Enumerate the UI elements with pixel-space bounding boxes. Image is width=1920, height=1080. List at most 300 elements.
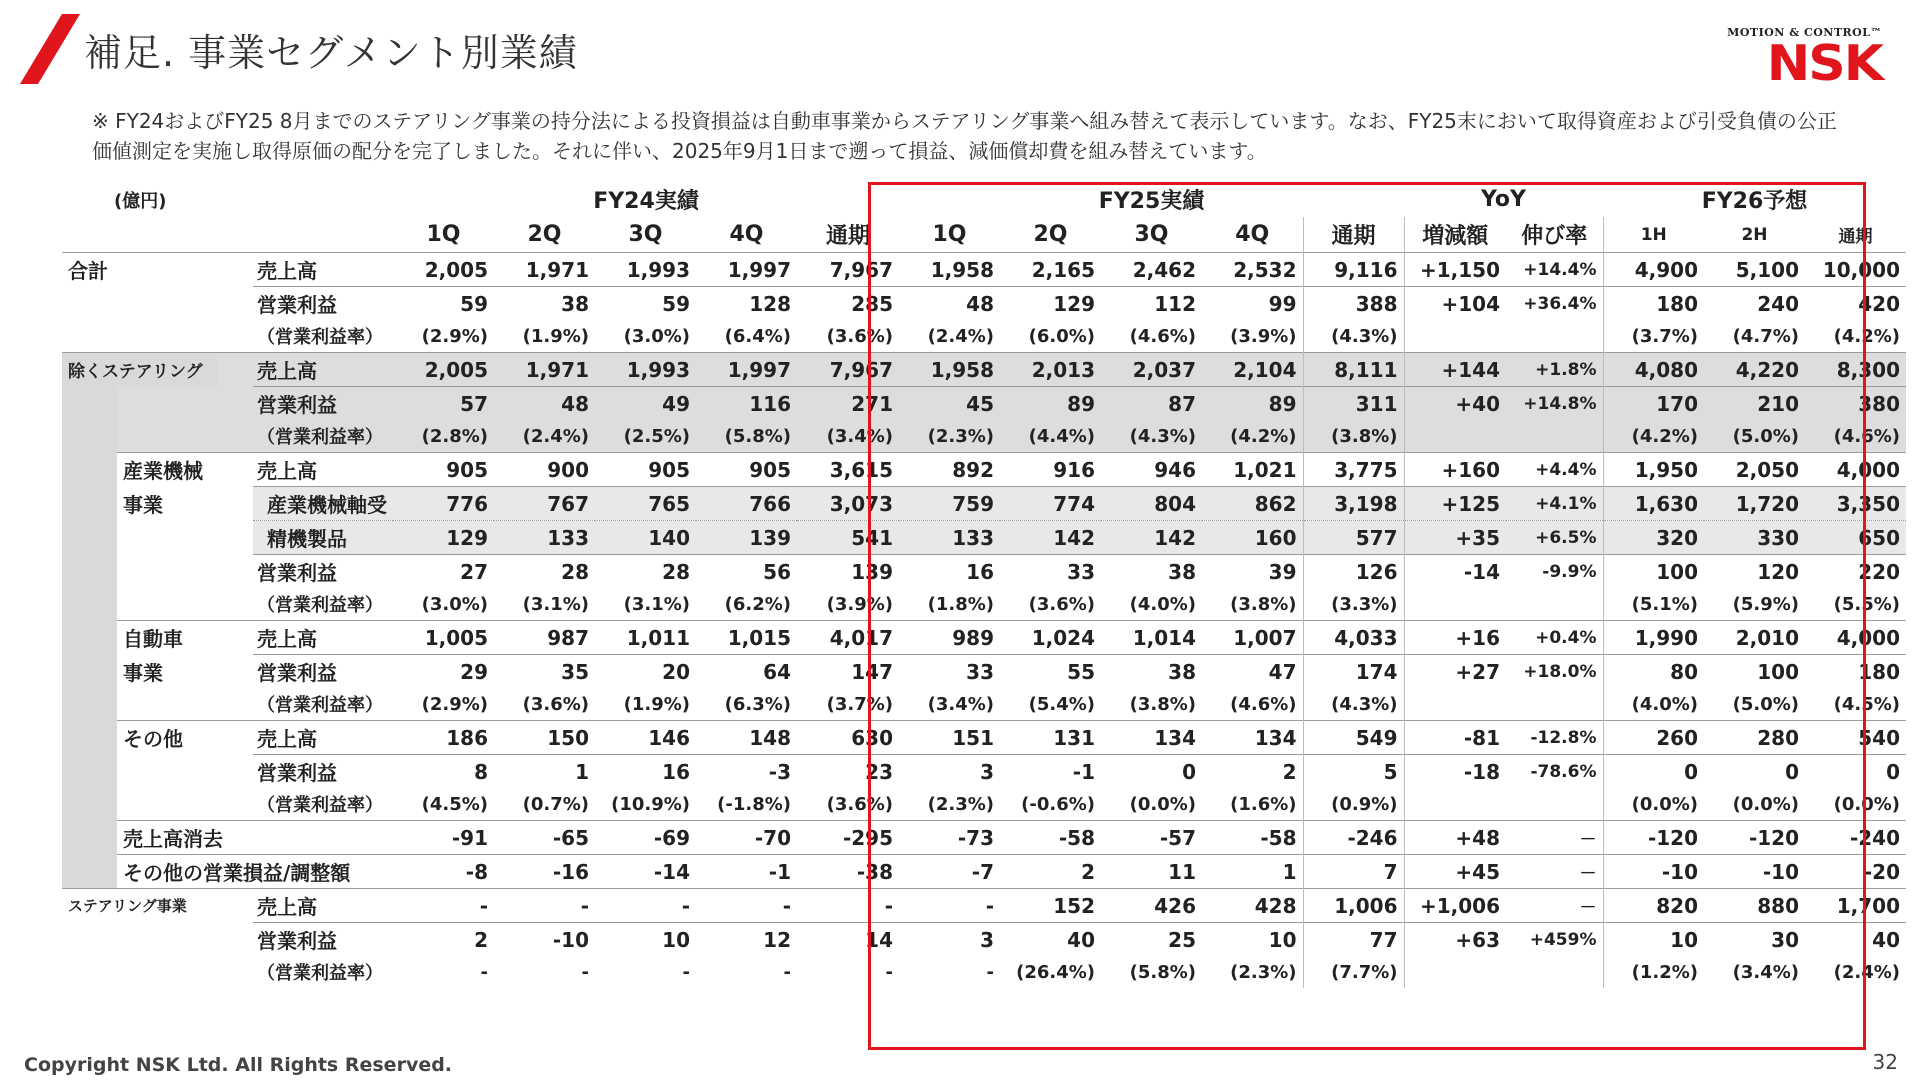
value-cell: 549 — [1303, 721, 1404, 755]
value-cell: 987 — [494, 621, 595, 655]
column-header-row — [62, 217, 1906, 253]
value-cell: (2.3%) — [1230, 961, 1297, 983]
copyright: Copyright NSK Ltd. All Rights Reserved. — [24, 1054, 453, 1076]
value-cell — [1506, 788, 1603, 821]
row-auto_sales — [62, 621, 1906, 655]
value-cell: (3.7%) — [826, 693, 893, 715]
value-cell: (2.9%) — [421, 325, 488, 347]
value-cell: (4.6%) — [1230, 693, 1297, 715]
value-cell: (3.8%) — [1230, 593, 1297, 615]
value-cell: 8 — [393, 755, 494, 789]
value-cell: 765 — [595, 487, 696, 521]
value-cell: 766 — [696, 487, 797, 521]
value-cell: (4.2%) — [1603, 420, 1704, 453]
value-cell: 180 — [1603, 287, 1704, 321]
value-cell: 1,015 — [696, 621, 797, 655]
value-cell: (4.7%) — [1732, 325, 1799, 347]
value-cell: 0 — [1805, 755, 1906, 789]
value-cell: -10 — [1704, 855, 1805, 889]
value-cell: 1,993 — [595, 253, 696, 287]
value-cell: 3,073 — [797, 487, 899, 521]
value-cell: 150 — [494, 721, 595, 755]
value-cell: (6.3%) — [724, 693, 791, 715]
value-cell: -78.6% — [1506, 755, 1603, 789]
value-cell: -295 — [797, 821, 899, 855]
value-cell: -69 — [595, 821, 696, 855]
value-cell — [1506, 956, 1603, 988]
value-cell — [1404, 956, 1506, 988]
value-cell: - — [696, 889, 797, 923]
value-cell: 1 — [494, 755, 595, 789]
value-cell: 10,000 — [1805, 253, 1906, 287]
value-cell: 388 — [1303, 287, 1404, 321]
group-fy26: FY26予想 — [1701, 189, 1808, 214]
value-cell — [1506, 420, 1603, 453]
value-cell: (0.7%) — [522, 793, 589, 815]
value-cell: (7.7%) — [1303, 956, 1404, 988]
value-cell: 139 — [696, 521, 797, 555]
value-cell: 1,021 — [1202, 453, 1303, 487]
value-cell — [1404, 788, 1506, 821]
value-cell: -240 — [1805, 821, 1906, 855]
value-cell: 2,050 — [1704, 453, 1805, 487]
row-ind_margin — [62, 588, 1906, 621]
value-cell: 7,967 — [797, 353, 899, 387]
value-cell: 0 — [1101, 755, 1202, 789]
value-cell: 280 — [1704, 721, 1805, 755]
value-cell: 89 — [1202, 387, 1303, 421]
value-cell: 1,024 — [1000, 621, 1101, 655]
group-fy25: FY25実績 — [1098, 189, 1205, 214]
value-cell: 59 — [393, 287, 494, 321]
value-cell: - — [885, 961, 893, 983]
value-cell: 8,111 — [1303, 353, 1404, 387]
value-cell: - — [393, 889, 494, 923]
value-cell: 142 — [1101, 521, 1202, 555]
value-cell: 100 — [1704, 655, 1805, 689]
value-cell: (1.9%) — [623, 693, 690, 715]
sub-segment-label: 事業 — [123, 660, 163, 685]
value-cell: 946 — [1101, 453, 1202, 487]
value-cell: 1,720 — [1704, 487, 1805, 521]
value-cell: 330 — [1704, 521, 1805, 555]
value-cell: 2,037 — [1101, 353, 1202, 387]
value-cell: 33 — [899, 655, 1000, 689]
value-cell: -120 — [1603, 821, 1704, 855]
value-cell: -10 — [1603, 855, 1704, 889]
value-cell: 99 — [1202, 287, 1303, 321]
value-cell: (0.0%) — [1129, 793, 1196, 815]
value-cell: (2.4%) — [494, 420, 595, 453]
value-cell: 16 — [899, 555, 1000, 589]
value-cell: 128 — [696, 287, 797, 321]
value-cell: (5.5%) — [1833, 593, 1900, 615]
value-cell: 2,005 — [393, 353, 494, 387]
value-cell: 48 — [494, 387, 595, 421]
value-cell — [1404, 688, 1506, 721]
value-cell: +1.8% — [1506, 353, 1603, 387]
value-cell — [1506, 688, 1603, 721]
unit-label: (億円) — [114, 190, 167, 212]
value-cell: +48 — [1404, 821, 1506, 855]
value-cell: (3.4%) — [1732, 961, 1799, 983]
value-cell: 129 — [393, 521, 494, 555]
value-cell: 116 — [696, 387, 797, 421]
line-label: （営業利益率） — [253, 420, 393, 453]
value-cell — [1404, 320, 1506, 353]
value-cell: 27 — [393, 555, 494, 589]
value-cell: (4.2%) — [1202, 420, 1303, 453]
value-cell: -7 — [899, 855, 1000, 889]
row-st_margin — [62, 956, 1906, 988]
value-cell: (2.3%) — [927, 793, 994, 815]
value-cell: 1,971 — [494, 353, 595, 387]
value-cell: 2,013 — [1000, 353, 1101, 387]
value-cell: - — [595, 889, 696, 923]
row-oth_margin — [62, 788, 1906, 821]
value-cell: -58 — [1000, 821, 1101, 855]
value-cell: 0 — [1603, 755, 1704, 789]
page-number: 32 — [1872, 1050, 1898, 1074]
value-cell: 540 — [1805, 721, 1906, 755]
value-cell: - — [581, 961, 589, 983]
value-cell: (3.6%) — [522, 693, 589, 715]
value-cell: -1 — [696, 855, 797, 889]
value-cell: 1,014 — [1101, 621, 1202, 655]
value-cell: 151 — [899, 721, 1000, 755]
group-header-row — [62, 182, 1906, 217]
value-cell: 77 — [1303, 923, 1404, 957]
sub-segment-label: その他 — [117, 721, 253, 755]
value-cell: (-1.8%) — [717, 793, 791, 815]
value-cell: +63 — [1404, 923, 1506, 957]
value-cell: (5.8%) — [696, 420, 797, 453]
row-oth_op — [62, 755, 1906, 789]
value-cell: 7,967 — [797, 253, 899, 287]
value-cell: - — [494, 889, 595, 923]
value-cell: +4.4% — [1506, 453, 1603, 487]
segment-table — [62, 182, 1906, 988]
value-cell: (5.1%) — [1603, 588, 1704, 621]
value-cell: (4.3%) — [1101, 420, 1202, 453]
line-label: 売上高 — [253, 353, 393, 387]
value-cell: 1,700 — [1805, 889, 1906, 923]
value-cell: 23 — [797, 755, 899, 789]
row-st_op — [62, 923, 1906, 957]
col-header: 2Q — [527, 222, 562, 247]
value-cell: 380 — [1805, 387, 1906, 421]
value-cell: (10.9%) — [611, 793, 690, 815]
footnote: ※ FY24およびFY25 8月までのステアリング事業の持分法による投資損益は自動車事業からステアリング事業へ組み替えて表示しています。なお、FY25末において取得資産および引受負債の公正価値測定を実施し取得原価の配分を完了しました。それに伴い、2025年9月1日まで遡って損益、減価償却費を組み替えています。 — [92, 109, 1837, 163]
value-cell: 57 — [393, 387, 494, 421]
value-cell: (6.0%) — [1028, 325, 1095, 347]
row-ind_op — [62, 555, 1906, 589]
row-elim — [62, 821, 1906, 855]
value-cell: 3,615 — [797, 453, 899, 487]
value-cell: 2,005 — [393, 253, 494, 287]
col-header: 4Q — [1235, 222, 1270, 247]
value-cell: 880 — [1704, 889, 1805, 923]
line-label: 精機製品 — [253, 521, 393, 555]
value-cell: 3,198 — [1303, 487, 1404, 521]
value-cell: 1,011 — [595, 621, 696, 655]
value-cell: +14.4% — [1506, 253, 1603, 287]
line-label: 営業利益 — [253, 655, 393, 689]
value-cell: - — [783, 961, 791, 983]
value-cell: 28 — [595, 555, 696, 589]
value-cell: -81 — [1404, 721, 1506, 755]
line-label: （営業利益率） — [257, 327, 383, 348]
value-cell: (4.6%) — [1129, 325, 1196, 347]
line-label: 営業利益 — [253, 923, 393, 957]
value-cell: 577 — [1303, 521, 1404, 555]
value-cell: -9.9% — [1506, 555, 1603, 589]
line-label: 売上高 — [253, 453, 393, 487]
line-label: （営業利益率） — [257, 595, 383, 616]
value-cell: 10 — [595, 923, 696, 957]
value-cell: 142 — [1000, 521, 1101, 555]
value-cell: 25 — [1101, 923, 1202, 957]
value-cell: -57 — [1101, 821, 1202, 855]
value-cell: (2.4%) — [1833, 961, 1900, 983]
page-title: 補足. 事業セグメント別業績 — [84, 31, 578, 75]
value-cell: 1 — [1202, 855, 1303, 889]
value-cell: 2,462 — [1101, 253, 1202, 287]
value-cell: 29 — [393, 655, 494, 689]
value-cell: 900 — [494, 453, 595, 487]
value-cell: -16 — [494, 855, 595, 889]
row-ind_precision — [62, 521, 1906, 555]
value-cell: 1,006 — [1303, 889, 1404, 923]
col-header: 2Q — [1033, 222, 1068, 247]
col-header: 1Q — [932, 222, 967, 247]
line-label: その他の営業損益/調整額 — [117, 855, 393, 889]
row-ind_sales — [62, 453, 1906, 487]
value-cell: 30 — [1704, 923, 1805, 957]
value-cell: (3.4%) — [927, 693, 994, 715]
line-label: 営業利益 — [253, 387, 393, 421]
value-cell: 420 — [1805, 287, 1906, 321]
value-cell: (3.8%) — [1129, 693, 1196, 715]
value-cell — [1506, 320, 1603, 353]
value-cell: 14 — [797, 923, 899, 957]
value-cell: 2 — [1202, 755, 1303, 789]
value-cell: 916 — [1000, 453, 1101, 487]
value-cell: 4,017 — [797, 621, 899, 655]
line-label: 売上高 — [253, 721, 393, 755]
value-cell: 186 — [393, 721, 494, 755]
value-cell: +1,006 — [1404, 889, 1506, 923]
value-cell: 1,990 — [1603, 621, 1704, 655]
value-cell: 2 — [1000, 855, 1101, 889]
value-cell: 2,010 — [1704, 621, 1805, 655]
value-cell: 180 — [1805, 655, 1906, 689]
value-cell: 35 — [494, 655, 595, 689]
line-label: （営業利益率） — [257, 963, 383, 984]
value-cell: 759 — [899, 487, 1000, 521]
value-cell: 3 — [899, 755, 1000, 789]
value-cell: -12.8% — [1506, 721, 1603, 755]
value-cell: +125 — [1404, 487, 1506, 521]
value-cell: 87 — [1101, 387, 1202, 421]
value-cell — [1404, 588, 1506, 621]
value-cell: 148 — [696, 721, 797, 755]
col-header: 3Q — [1134, 222, 1169, 247]
value-cell: 49 — [595, 387, 696, 421]
value-cell: 4,220 — [1704, 353, 1805, 387]
value-cell: (3.0%) — [623, 325, 690, 347]
value-cell: 134 — [1101, 721, 1202, 755]
value-cell: 48 — [899, 287, 1000, 321]
row-ex_op — [62, 387, 1906, 421]
value-cell: (3.6%) — [1028, 593, 1095, 615]
value-cell: 426 — [1101, 889, 1202, 923]
value-cell: (4.5%) — [1833, 693, 1900, 715]
value-cell: 905 — [696, 453, 797, 487]
value-cell: -18 — [1404, 755, 1506, 789]
value-cell: 152 — [1000, 889, 1101, 923]
value-cell: 2,104 — [1202, 353, 1303, 387]
value-cell: 4,000 — [1805, 621, 1906, 655]
line-label: 営業利益 — [253, 555, 393, 589]
value-cell: 140 — [595, 521, 696, 555]
value-cell: 139 — [797, 555, 899, 589]
value-cell: 4,000 — [1805, 453, 1906, 487]
value-cell: (4.4%) — [1000, 420, 1101, 453]
value-cell: (1.8%) — [927, 593, 994, 615]
value-cell: (4.2%) — [1833, 325, 1900, 347]
value-cell: 64 — [696, 655, 797, 689]
value-cell: 100 — [1603, 555, 1704, 589]
value-cell: 38 — [494, 287, 595, 321]
value-cell: 33 — [1000, 555, 1101, 589]
value-cell: 804 — [1101, 487, 1202, 521]
col-header: 伸び率 — [1521, 224, 1588, 249]
row-total_margin — [62, 320, 1906, 353]
value-cell: (0.0%) — [1603, 788, 1704, 821]
value-cell: (5.4%) — [1028, 693, 1095, 715]
value-cell: － — [1506, 855, 1603, 889]
segment-label: 合計 — [62, 253, 217, 287]
value-cell: 4,080 — [1603, 353, 1704, 387]
segment-label: 除くステアリング — [62, 353, 217, 387]
value-cell: 892 — [899, 453, 1000, 487]
value-cell: -70 — [696, 821, 797, 855]
value-cell: -3 — [696, 755, 797, 789]
value-cell: 9,116 — [1303, 253, 1404, 287]
value-cell: 5,100 — [1704, 253, 1805, 287]
value-cell: 47 — [1202, 655, 1303, 689]
row-adj — [62, 855, 1906, 889]
value-cell: (5.8%) — [1129, 961, 1196, 983]
value-cell: (3.3%) — [1303, 588, 1404, 621]
value-cell: 55 — [1000, 655, 1101, 689]
line-label: 営業利益 — [253, 755, 393, 789]
value-cell: 129 — [1000, 287, 1101, 321]
value-cell: - — [797, 889, 899, 923]
value-cell: (3.8%) — [1303, 420, 1404, 453]
value-cell: 1,997 — [696, 253, 797, 287]
value-cell: -38 — [797, 855, 899, 889]
value-cell: 1,630 — [1603, 487, 1704, 521]
value-cell: (4.0%) — [1603, 688, 1704, 721]
value-cell: 650 — [1805, 521, 1906, 555]
line-label: 売上高 — [253, 621, 393, 655]
row-ind_bearings — [62, 487, 1906, 521]
value-cell: 112 — [1101, 287, 1202, 321]
value-cell: +144 — [1404, 353, 1506, 387]
value-cell: +36.4% — [1506, 287, 1603, 321]
value-cell: (6.2%) — [724, 593, 791, 615]
value-cell: - — [899, 889, 1000, 923]
value-cell: 1,958 — [899, 353, 1000, 387]
value-cell: 40 — [1000, 923, 1101, 957]
value-cell: -10 — [494, 923, 595, 957]
value-cell: (5.0%) — [1704, 420, 1805, 453]
line-label: 売上高 — [253, 889, 393, 923]
value-cell: +459% — [1506, 923, 1603, 957]
value-cell: 1,971 — [494, 253, 595, 287]
col-header: 通期 — [1303, 217, 1404, 253]
value-cell: 428 — [1202, 889, 1303, 923]
value-cell: +27 — [1404, 655, 1506, 689]
value-cell: 989 — [899, 621, 1000, 655]
value-cell: (1.2%) — [1603, 956, 1704, 988]
value-cell: 160 — [1202, 521, 1303, 555]
value-cell: -1 — [1000, 755, 1101, 789]
value-cell: 210 — [1704, 387, 1805, 421]
accent-slash-icon — [20, 14, 80, 84]
col-header: 4Q — [729, 222, 764, 247]
value-cell: -120 — [1704, 821, 1805, 855]
value-cell: 1,997 — [696, 353, 797, 387]
value-cell: (5.9%) — [1732, 593, 1799, 615]
value-cell: 147 — [797, 655, 899, 689]
value-cell — [1404, 420, 1506, 453]
value-cell: 7 — [1303, 855, 1404, 889]
line-label: 売上高 — [253, 253, 393, 287]
value-cell: (0.9%) — [1303, 788, 1404, 821]
line-label: 産業機械軸受 — [253, 487, 393, 521]
value-cell: (-0.6%) — [1021, 793, 1095, 815]
row-total_sales — [62, 253, 1906, 287]
value-cell: (4.3%) — [1303, 320, 1404, 353]
group-yoy: YoY — [1481, 187, 1526, 212]
value-cell: 38 — [1101, 555, 1202, 589]
value-cell: 59 — [595, 287, 696, 321]
row-ex_margin — [62, 420, 1906, 453]
row-ex_sales — [62, 353, 1906, 387]
col-header: 通期 — [1838, 227, 1873, 247]
value-cell: 56 — [696, 555, 797, 589]
value-cell: (3.1%) — [522, 593, 589, 615]
value-cell: (3.9%) — [826, 593, 893, 615]
row-auto_margin — [62, 688, 1906, 721]
value-cell: (6.4%) — [724, 325, 791, 347]
line-label: 売上高消去 — [117, 821, 393, 855]
value-cell: 5 — [1303, 755, 1404, 789]
value-cell: (4.3%) — [1303, 688, 1404, 721]
value-cell: (4.5%) — [421, 793, 488, 815]
logo-tagline: MOTION & CONTROL™ — [1727, 26, 1882, 39]
value-cell: － — [1506, 821, 1603, 855]
value-cell: 3,775 — [1303, 453, 1404, 487]
value-cell: 10 — [1202, 923, 1303, 957]
value-cell: 260 — [1603, 721, 1704, 755]
value-cell: 4,900 — [1603, 253, 1704, 287]
value-cell: (5.0%) — [1732, 693, 1799, 715]
value-cell: (0.0%) — [1732, 793, 1799, 815]
